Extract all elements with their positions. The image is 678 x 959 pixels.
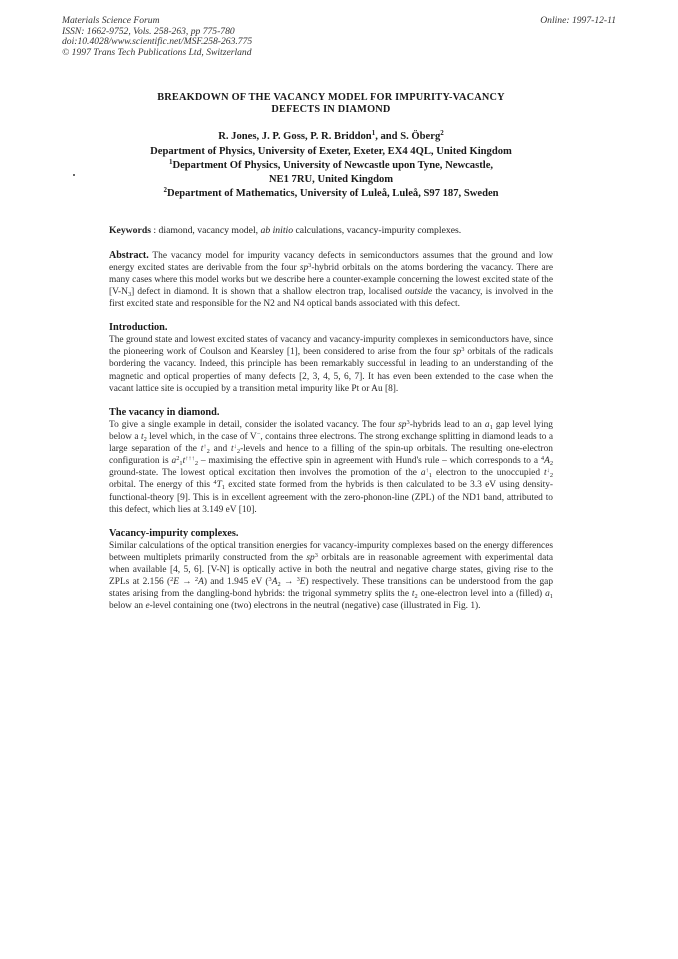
abstract: Abstract. The vacancy model for impurity vacancy defects in semiconductors assumes that the ground and low energy excited states are derivable from the four $sp^3$-hybrid orbitals on the atoms bordering the vacancy. There are many cases where this model works but we describe here a counter-example concerning the lowest excited state of the $[V-N_3]$ defect in diamond. It is shown that a shallow electron trap, localised outside the vacancy, is involved in the first excited state and responsible for the N2 and N4 optical bands associated with this defect. — [109, 249, 553, 309]
complexes-heading: Vacancy-impurity complexes. — [109, 527, 239, 539]
journal-name: Materials Science Forum — [62, 15, 160, 26]
affiliation-exeter: Department of Physics, University of Exeter, Exeter, EX4 4QL, United Kingdom — [150, 145, 512, 157]
section-vacancy — [109, 407, 553, 516]
issn-line: ISSN: 1662-9752, Vols. 258-263, pp 775-780 — [62, 25, 235, 37]
title-line-1: BREAKDOWN OF THE VACANCY MODEL FOR IMPURITY-VACANCY — [157, 92, 505, 103]
keywords: Keywords : diamond, vacancy model, ab initio calculations, vacancy-impurity complexes. — [109, 225, 462, 237]
introduction-paragraph: The ground state and lowest excited states of vacancy and vacancy-impurity complexes in semiconductors have, since the pioneering work of Coulson and Kearsley [1], been considered to arise from the four $sp^3$ orbitals of the radicals bordering the vacancy. Indeed, this principle has been remarkably successful in leading to an understanding of the magnetic and optical properties of many defects [2, 3, 4, 5, 6, 7]. It has even been extended to the case when the vacant lattice site is occupied by a transition metal impurity like Pt or Au [8]. — [109, 335, 553, 394]
affiliation-newcastle-cont: NE1 7RU, United Kingdom — [268, 174, 394, 186]
section-complexes — [109, 528, 553, 613]
paper-title — [109, 92, 553, 116]
doi-line: doi:10.4028/www.scientific.net/MSF.258-263.775 — [62, 36, 253, 48]
affiliation-newcastle: $^1$Department Of Physics, University of Newcastle upon Tyne, Newcastle, — [168, 157, 494, 171]
affiliation-lulea: $^2$Department of Mathematics, University of Luleå, Luleå, S97 187, Sweden — [163, 186, 499, 200]
paper-body — [109, 92, 553, 612]
stray-mark — [73, 174, 75, 176]
keywords-label: Keywords — [109, 225, 151, 237]
copyright-line: © 1997 Trans Tech Publications Ltd, Switzerland — [62, 46, 252, 58]
title-line-2: DEFECTS IN DIAMOND — [271, 104, 391, 116]
online-date: Online: 1997-12-11 — [540, 15, 616, 26]
complexes-paragraph: Similar calculations of the optical transition energies for vacancy-impurity complexes based on the energy differences between multiplets primarily constructed from the $sp^3$ orbitals are in reasonable agreement with experimental data when available [4, 5, 6]. [V-N] is optically active in both the neutral and negative charge states, giving rise to the ZPLs at 2.156 ($^2$E → $^2$A) and 1.945 eV $(^3A_2 \to ^3E)$ respectively. These transitions can be understood from the gap states arising from the dangling-bond hybrids: the trigonal symmetry splits the $t_2$ one-electron level into a (filled) $a_1$ below an e-level containing one (two) electrons in the neutral (negative) case (illustrated in Fig. 1). — [109, 540, 554, 612]
vacancy-paragraph: To give a single example in detail, consider the isolated vacancy. The four $sp^3$-hybrids lead to an $a_1$ gap level lying below a $t_2$ level which, in the case of V−, contains three electrons. The strong exchange splitting in diamond leads to a large separation of the $t^↑_2$ and $t^↓_2$-levels and hence to a filling of the spin-up orbitals. The resulting one-electron configuration is $a^2_1t^{↑↑↑}_2$ – maximising the effective spin in agreement with Hund's rule – which corresponds to a $^4A_2$ ground-state. The lowest optical excitation then involves the promotion of the $a^↑_1$ electron to the unoccupied $t^↓_2$ orbital. The energy of this $^4T_1$ excited state formed from the hybrids is then calculated to be 3.3 eV using density-functional-theory [9]. This is in excellent agreement with the zero-phonon-line (ZPL) of the ND1 band, attributed to this defect, which lies at 3.149 eV [10]. — [109, 418, 554, 515]
introduction-heading: Introduction. — [109, 322, 168, 334]
author-block — [109, 130, 553, 201]
vacancy-heading: The vacancy in diamond. — [109, 406, 220, 418]
section-introduction — [109, 322, 553, 395]
journal-header — [62, 16, 252, 58]
author-names: R. Jones, J. P. Goss, P. R. Briddon$^1$, and S. Öberg$^2$ — [218, 129, 444, 143]
abstract-label: Abstract. — [109, 249, 149, 261]
